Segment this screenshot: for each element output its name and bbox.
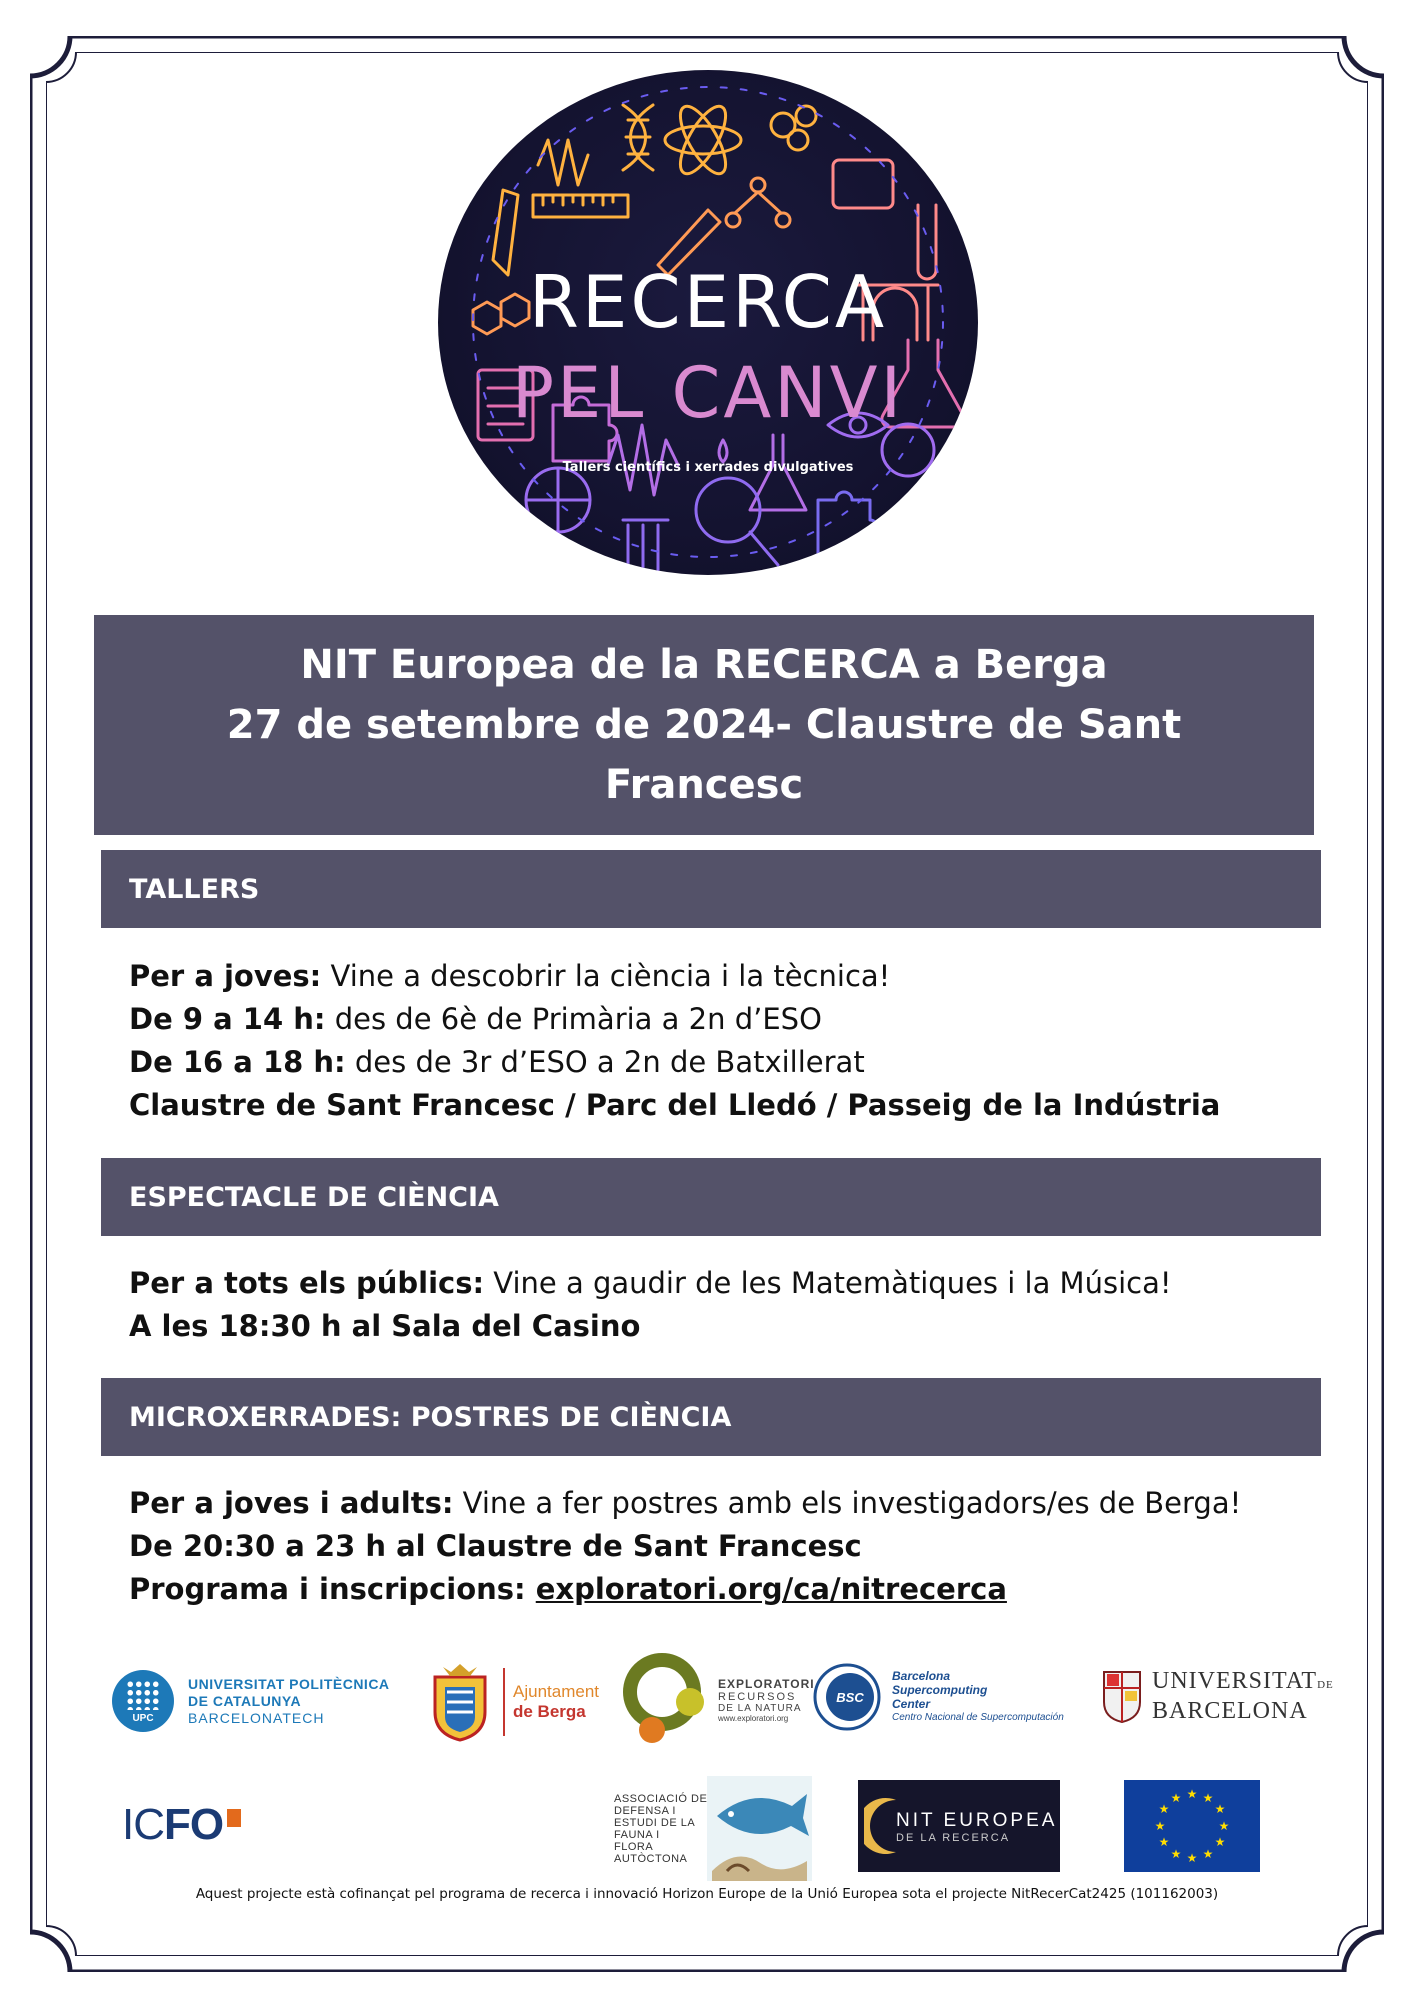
svg-text:★: ★ <box>1214 1802 1226 1816</box>
event-title-banner <box>94 615 1314 835</box>
berga-shield-icon <box>425 1662 495 1742</box>
exploratori-emblem-icon <box>622 1652 712 1747</box>
logo-subtitle: Tallers científics i xerrades divulgatives <box>562 460 854 475</box>
svg-text:★: ★ <box>1186 1851 1198 1865</box>
funding-footnote: Aquest projecte està cofinançat pel programa de recerca i innovació Horizon Europe de la Unió Europea sota el projecte NitRecerCat2425 (101162003) <box>195 1886 1219 1902</box>
svg-text:★: ★ <box>1170 1847 1182 1861</box>
upc-logo: UPC UNIVERSITAT POLITÈCNICA DE CATALUNYA BARCELONATECH <box>112 1670 390 1732</box>
bsc-emblem-icon <box>812 1662 886 1732</box>
svg-text:★: ★ <box>1218 1819 1230 1833</box>
svg-text:★: ★ <box>1202 1847 1214 1861</box>
section-body-microxerrades <box>129 1482 1329 1611</box>
eu-flag-icon <box>1124 1780 1260 1872</box>
universitat-barcelona-logo: UNIVERSITATDE BARCELONA <box>1100 1668 1334 1724</box>
icfo-logo: ICFO <box>122 1800 241 1850</box>
section-body-tallers <box>129 955 1329 1127</box>
exploratori-logo: EXPLORATORI RECURSOS DE LA NATURA www.exploratori.org <box>622 1652 815 1747</box>
icfo-accent-icon <box>227 1809 241 1827</box>
section-header-tallers: TALLERS <box>101 850 1321 928</box>
svg-text:BSC: BSC <box>836 1690 864 1705</box>
recerca-pel-canvi-logo <box>438 70 978 575</box>
tallers-line-4: Claustre de Sant Francesc / Parc del Lledó / Passeig de la Indústria <box>129 1088 1221 1122</box>
eu-stars-icon <box>1124 1780 1260 1872</box>
svg-text:★: ★ <box>1158 1802 1170 1816</box>
nit-europea-logo: NIT EUROPEA DE LA RECERCA <box>858 1780 1060 1872</box>
event-title-line2: 27 de setembre de 2024- Claustre de Sant <box>226 702 1182 748</box>
logo-title-recerca: RECERCA <box>528 260 888 344</box>
espectacle-line-1: Per a tots els públics: Vine a gaudir de les Matemàtiques i la Música! <box>129 1266 1172 1300</box>
microxerrades-line-3: Programa i inscripcions: exploratori.org/ca/nitrecerca <box>129 1572 1007 1606</box>
tallers-line-1: Per a joves: Vine a descobrir la ciència i la tècnica! <box>129 959 891 993</box>
svg-text:★: ★ <box>1170 1791 1182 1805</box>
svg-text:★: ★ <box>1186 1787 1198 1801</box>
ub-shield-icon <box>1100 1668 1144 1724</box>
upc-emblem-icon: UPC <box>112 1670 174 1732</box>
svg-text:★: ★ <box>1214 1835 1226 1849</box>
tallers-line-3: De 16 a 18 h: des de 3r d’ESO a 2n de Batxillerat <box>129 1045 865 1079</box>
logo-title-pel-canvi: PEL CANVI <box>511 352 905 434</box>
event-title-line3: Francesc <box>604 762 804 808</box>
program-link[interactable]: exploratori.org/ca/nitrecerca <box>535 1572 1007 1606</box>
section-header-espectacle: ESPECTACLE DE CIÈNCIA <box>101 1158 1321 1236</box>
svg-text:★: ★ <box>1154 1819 1166 1833</box>
section-header-microxerrades: MICROXERRADES: POSTRES DE CIÈNCIA <box>101 1378 1321 1456</box>
fish-illustration-icon <box>707 1776 812 1881</box>
tallers-line-2: De 9 a 14 h: des de 6è de Primària a 2n d’ESO <box>129 1002 822 1036</box>
section-body-espectacle <box>129 1262 1329 1348</box>
svg-text:★: ★ <box>1202 1791 1214 1805</box>
svg-text:★: ★ <box>1158 1835 1170 1849</box>
microxerrades-line-1: Per a joves i adults: Vine a fer postres amb els investigadors/es de Berga! <box>129 1486 1242 1520</box>
espectacle-line-2: A les 18:30 h al Sala del Casino <box>129 1309 641 1343</box>
ajuntament-berga-logo: Ajuntament de Berga <box>425 1662 599 1742</box>
adefa-logo: ASSOCIACIÓ DE DEFENSA I ESTUDI DE LA FAUNA I FLORA AUTÒCTONA <box>614 1776 812 1881</box>
bsc-logo: BSC Barcelona Supercomputing Center Centro Nacional de Supercomputación <box>812 1662 1064 1732</box>
event-title-line1: NIT Europea de la RECERCA a Berga <box>300 642 1108 688</box>
microxerrades-line-2: De 20:30 a 23 h al Claustre de Sant Francesc <box>129 1529 862 1563</box>
